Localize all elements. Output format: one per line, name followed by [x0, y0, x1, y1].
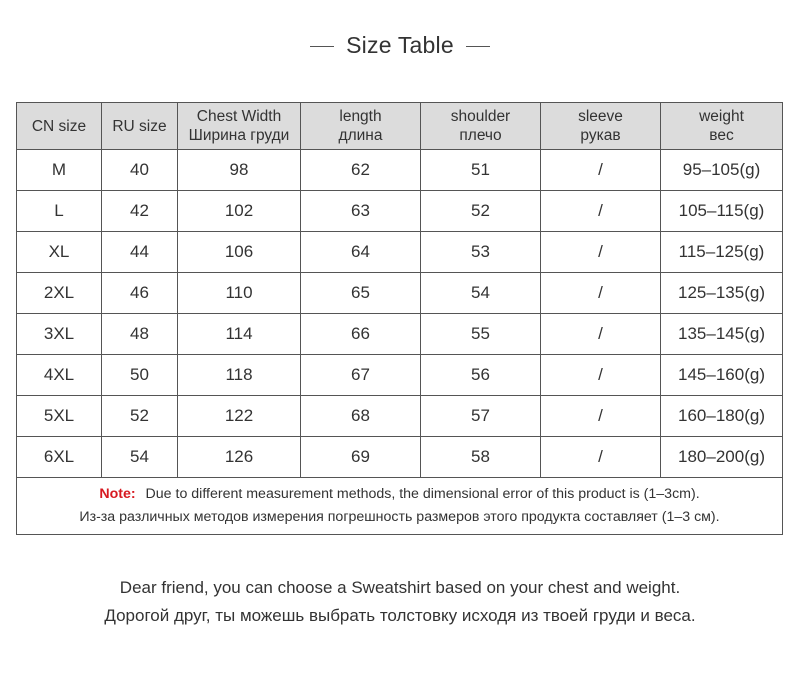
table-cell: 44 [102, 232, 178, 273]
note-row [17, 478, 783, 535]
title-dash-right [466, 46, 490, 47]
table-row [17, 232, 783, 273]
table-cell: / [541, 232, 661, 273]
note-text-en: Due to different measurement methods, the dimensional error of this product is (1–3cm). [145, 486, 700, 502]
table-row [17, 314, 783, 355]
header-sleeve-label-ru: рукав [580, 127, 621, 144]
table-cell: / [541, 314, 661, 355]
table-cell: 67 [301, 355, 421, 396]
table-cell: / [541, 273, 661, 314]
page-title [0, 32, 800, 59]
table-cell: / [541, 355, 661, 396]
header-shoulder [421, 103, 541, 150]
header-sleeve-label: sleeve [578, 108, 623, 125]
header-length [301, 103, 421, 150]
table-cell: 66 [301, 314, 421, 355]
table-cell: 65 [301, 273, 421, 314]
table-cell: 135–145(g) [661, 314, 783, 355]
table-cell: 110 [178, 273, 301, 314]
table-row [17, 437, 783, 478]
title-dash-left [310, 46, 334, 47]
header-length-label: length [339, 108, 382, 125]
table-cell: 68 [301, 396, 421, 437]
header-shoulder-label: shoulder [450, 108, 511, 125]
table-cell: 42 [102, 191, 178, 232]
table-cell: 62 [301, 150, 421, 191]
table-cell: / [541, 396, 661, 437]
table-cell: 180–200(g) [661, 437, 783, 478]
header-chest-width [178, 103, 301, 150]
note-label: Note: [99, 486, 136, 502]
table-cell: 105–115(g) [661, 191, 783, 232]
footer-text-ru: Дорогой друг, ты можешь выбрать толстовку исходя из твоей груди и веса. [104, 606, 696, 625]
table-cell: 56 [421, 355, 541, 396]
note-line-en [17, 483, 782, 506]
table-cell: 54 [102, 437, 178, 478]
table-cell: 95–105(g) [661, 150, 783, 191]
footer-text-en: Dear friend, you can choose a Sweatshirt based on your chest and weight. [119, 578, 681, 597]
table-cell: 98 [178, 150, 301, 191]
header-ru-size-label: RU size [112, 117, 167, 135]
table-cell: 46 [102, 273, 178, 314]
header-weight-label-ru: вес [709, 127, 734, 144]
table-cell: 52 [421, 191, 541, 232]
table-cell: 69 [301, 437, 421, 478]
table-cell: XL [17, 232, 102, 273]
table-cell: 40 [102, 150, 178, 191]
table-cell: 57 [421, 396, 541, 437]
header-length-label-ru: длина [338, 127, 383, 144]
measurement-note [17, 478, 783, 535]
header-chest-width-label-ru: Ширина груди [188, 127, 290, 144]
table-cell: 115–125(g) [661, 232, 783, 273]
table-cell: 106 [178, 232, 301, 273]
table-row [17, 150, 783, 191]
table-cell: 4XL [17, 355, 102, 396]
table-cell: 55 [421, 314, 541, 355]
table-cell: 64 [301, 232, 421, 273]
table-cell: 114 [178, 314, 301, 355]
table-cell: 52 [102, 396, 178, 437]
header-ru-size [102, 103, 178, 150]
table-body [17, 150, 783, 535]
table-cell: 5XL [17, 396, 102, 437]
table-cell: 53 [421, 232, 541, 273]
table-cell: 63 [301, 191, 421, 232]
table-cell: / [541, 437, 661, 478]
table-cell: 125–135(g) [661, 273, 783, 314]
header-cn-size-label: CN size [31, 117, 87, 135]
size-table [16, 102, 783, 535]
table-row [17, 355, 783, 396]
table-row [17, 396, 783, 437]
header-chest-width-label: Chest Width [196, 108, 282, 125]
table-cell: 2XL [17, 273, 102, 314]
table-cell: 58 [421, 437, 541, 478]
table-cell: L [17, 191, 102, 232]
table-cell: 160–180(g) [661, 396, 783, 437]
table-cell: 51 [421, 150, 541, 191]
table-cell: / [541, 150, 661, 191]
table-header-row [17, 103, 783, 150]
header-shoulder-label-ru: плечо [459, 127, 502, 144]
table-cell: 48 [102, 314, 178, 355]
header-sleeve [541, 103, 661, 150]
table-cell: / [541, 191, 661, 232]
table-cell: 6XL [17, 437, 102, 478]
table-row [17, 273, 783, 314]
table-cell: 3XL [17, 314, 102, 355]
table-cell: 50 [102, 355, 178, 396]
table-cell: 102 [178, 191, 301, 232]
table-cell: 54 [421, 273, 541, 314]
header-weight [661, 103, 783, 150]
table-cell: 145–160(g) [661, 355, 783, 396]
note-text-ru: Из-за различных методов измерения погрешность размеров этого продукта составляет (1–3 см). [79, 509, 720, 525]
table-cell: M [17, 150, 102, 191]
table-cell: 122 [178, 396, 301, 437]
table-cell: 126 [178, 437, 301, 478]
table-cell: 118 [178, 355, 301, 396]
header-cn-size [17, 103, 102, 150]
page-title-text: Size Table [346, 32, 454, 58]
header-weight-label: weight [699, 108, 744, 125]
table-row [17, 191, 783, 232]
